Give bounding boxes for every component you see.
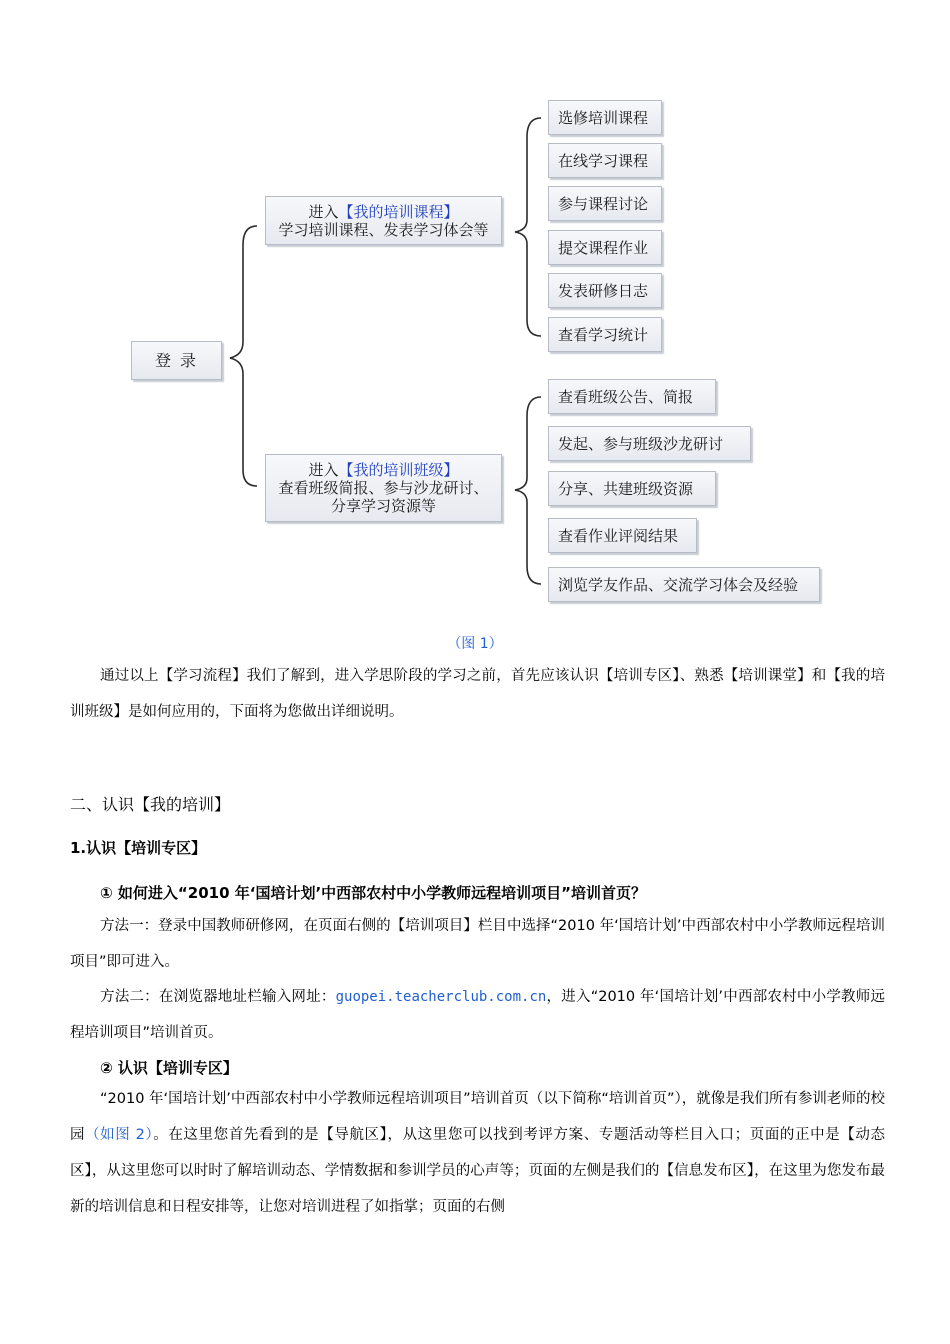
branch2-desc-2: 分享学习资源等 <box>330 497 436 515</box>
question-1: ① 如何进入“2010 年‘国培计划’中西部农村中小学教师远程培训项目”培训首页？ <box>100 884 647 902</box>
leaf-label: 发起、参与班级沙龙研讨 <box>558 434 724 453</box>
branch-my-courses <box>265 196 502 245</box>
leaf-label: 参与课程讨论 <box>558 194 649 213</box>
branch1-highlight: 【我的培训课程】 <box>338 202 459 221</box>
training-site-url[interactable]: guopei.teacherclub.com.cn <box>335 989 547 1005</box>
subsection-heading: 1.认识【培训专区】 <box>70 839 207 857</box>
branch1-bracket <box>515 118 541 336</box>
figure-2-reference: （如图 2） <box>85 1127 154 1143</box>
leaf-label: 浏览学友作品、交流学习体会及经验 <box>558 575 799 594</box>
root-node-login <box>131 341 222 380</box>
question-2: ② 认识【培训专区】 <box>100 1059 238 1077</box>
leaf-label: 查看作业评阅结果 <box>558 526 679 545</box>
figure-caption: （图 1） <box>447 636 503 652</box>
training-flow-diagram <box>0 0 950 640</box>
leaf-node <box>548 567 820 602</box>
leaf-node <box>548 518 697 553</box>
root-bracket <box>230 226 257 486</box>
leaf-label: 发表研修日志 <box>558 281 649 300</box>
leaf-label: 提交课程作业 <box>558 238 649 257</box>
section-heading: 二、认识【我的培训】 <box>70 795 231 814</box>
leaf-node <box>548 186 662 221</box>
branch2-desc-1: 查看班级简报、参与沙龙研讨、 <box>278 479 489 497</box>
diagram-brackets <box>0 0 950 640</box>
method-2-text-end: ，进入“2010 年‘国培计划’中西部农村中小学教师远程培训项目”培训首页。 <box>70 989 885 1041</box>
leaf-node <box>548 426 751 461</box>
method-2-text: 方法二：在浏览器地址栏输入网址： <box>100 989 336 1005</box>
leaf-label: 分享、共建班级资源 <box>558 479 694 498</box>
leaf-node <box>548 317 662 352</box>
leaf-node <box>548 143 662 178</box>
description-paragraph <box>70 1081 885 1225</box>
leaf-node <box>548 230 662 265</box>
branch1-desc: 学习培训课程、发表学习体会等 <box>278 220 489 239</box>
method-1-paragraph: 方法一：登录中国教师研修网，在页面右侧的【培训项目】栏目中选择“2010 年‘国培计划’中西部农村中小学教师远程培训项目”即可进入。 <box>70 918 885 970</box>
description-text: “2010 年‘国培计划’中西部农村中小学教师远程培训项目”培训首页（以下简称“培训首页”），就像是我们所有参训老师的校园 <box>70 1091 885 1143</box>
intro-paragraph: 通过以上【学习流程】我们了解到，进入学思阶段的学习之前，首先应该认识【培训专区】、熟悉【培训课堂】和【我的培训班级】是如何应用的，下面将为您做出详细说明。 <box>70 668 885 720</box>
root-label: 登 录 <box>154 350 199 370</box>
leaf-label: 选修培训课程 <box>558 108 649 127</box>
branch2-bracket <box>515 397 541 584</box>
leaf-node <box>548 379 716 414</box>
branch2-prefix: 进入 <box>308 461 339 479</box>
branch1-prefix: 进入 <box>308 202 339 221</box>
leaf-node <box>548 273 662 308</box>
branch-my-class <box>265 454 502 522</box>
description-text-end: 。在这里您首先看到的是【导航区】，从这里您可以找到考评方案、专题活动等栏目入口；页面的正中是【动态区】，从这里您可以时时了解培训动态、学情数据和参训学员的心声等；页面的左侧是我们的【信息发布区】，在这里为您发布最新的培训信息和日程安排等，让您对培训进程了如指掌；页面的右侧 <box>70 1127 885 1215</box>
branch2-highlight: 【我的培训班级】 <box>338 461 459 479</box>
leaf-label: 查看学习统计 <box>558 325 649 344</box>
leaf-node <box>548 100 662 135</box>
leaf-label: 查看班级公告、简报 <box>558 387 694 406</box>
leaf-node <box>548 471 716 506</box>
leaf-label: 在线学习课程 <box>558 151 649 170</box>
method-2-paragraph <box>70 979 885 1051</box>
